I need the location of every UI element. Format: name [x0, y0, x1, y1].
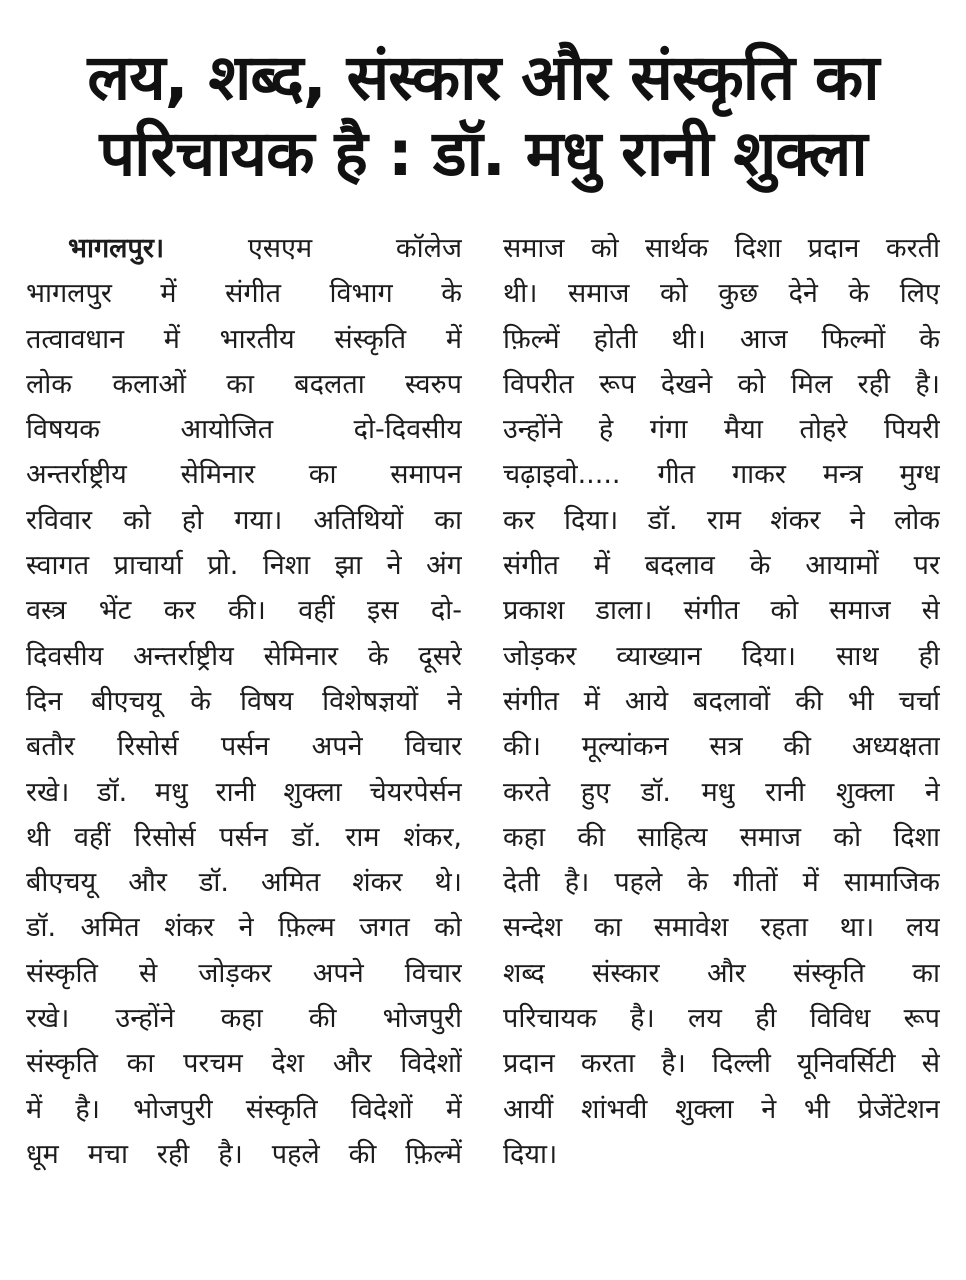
article-line: तत्वावधान में भारतीय संस्कृति में [26, 323, 462, 355]
article-line: में है। भोजपुरी संस्कृति विदेशों में [26, 1093, 462, 1125]
article-line: दिन बीएचयू के विषय विशेषज्ञयों ने [26, 685, 462, 717]
article-line: विपरीत रूप देखने को मिल रही है। [503, 368, 940, 400]
article-line: समाज को सार्थक दिशा प्रदान करती [503, 233, 940, 264]
article-line: शब्द संस्कार और संस्कृति का [503, 957, 940, 989]
article-line: की। मूल्यांकन सत्र की अध्यक्षता [503, 731, 940, 763]
article-line: संगीत में बदलाव के आयामों पर [503, 550, 940, 582]
article-line: सन्देश का समावेश रहता था। लय [503, 912, 940, 944]
headline [20, 40, 946, 192]
article-line: डॉ. अमित शंकर ने फ़िल्म जगत को [26, 912, 462, 944]
article-line-text: एसएम कॉलेज [247, 233, 462, 264]
article-line: रखे। डॉ. मधु रानी शुक्ला चेयरपेर्सन [26, 776, 462, 808]
article-line: स्वागत प्राचार्या प्रो. निशा झा ने अंग [26, 550, 462, 582]
article-line: कहा की साहित्य समाज को दिशा [503, 821, 940, 853]
article-line: प्रदान करता है। दिल्ली यूनिवर्सिटी से [503, 1048, 940, 1080]
article-line: उन्होंने हे गंगा मैया तोहरे पियरी [503, 414, 940, 446]
article-line: करते हुए डॉ. मधु रानी शुक्ला ने [503, 776, 940, 808]
article-line [26, 226, 462, 271]
article-column-left [26, 226, 462, 1177]
headline-line-1: लय, शब्द, संस्कार और संस्कृति का [87, 41, 879, 114]
article-line: अन्तर्राष्ट्रीय सेमिनार का समापन [26, 459, 462, 491]
article-line: संस्कृति से जोड़कर अपने विचार [26, 957, 462, 989]
dateline: भागलपुर। [68, 233, 165, 264]
article-line: वस्त्र भेंट कर की। वहीं इस दो- [26, 595, 462, 627]
article-line: रविवार को हो गया। अतिथियों का [26, 504, 462, 536]
article-line: देती है। पहले के गीतों में सामाजिक [503, 867, 940, 899]
article-line: रखे। उन्होंने कहा की भोजपुरी [26, 1003, 462, 1035]
article-line: चढ़ाइवो..... गीत गाकर मन्त्र मुग्ध [503, 459, 940, 491]
article-column-right [503, 226, 940, 1177]
article-line: दिया। [503, 1138, 558, 1170]
article-line: बीएचयू और डॉ. अमित शंकर थे। [26, 867, 462, 899]
article-line: संस्कृति का परचम देश और विदेशों [26, 1048, 462, 1080]
article-line: थी। समाज को कुछ देने के लिए [503, 278, 940, 310]
headline-line-2: परिचायक है : डॉ. मधु रानी शुक्ला [99, 117, 867, 190]
article-line: विषयक आयोजित दो-दिवसीय [26, 414, 462, 446]
article-line: कर दिया। डॉ. राम शंकर ने लोक [503, 504, 940, 536]
article-line: बतौर रिसोर्स पर्सन अपने विचार [26, 731, 462, 763]
article-line: भागलपुर में संगीत विभाग के [26, 278, 462, 310]
article-line: परिचायक है। लय ही विविध रूप [503, 1003, 940, 1035]
article-line: प्रकाश डाला। संगीत को समाज से [503, 595, 940, 627]
article-line: संगीत में आये बदलावों की भी चर्चा [503, 685, 940, 717]
article-line: फ़िल्में होती थी। आज फिल्मों के [503, 323, 940, 355]
article-line: धूम मचा रही है। पहले की फ़िल्में [26, 1138, 462, 1170]
article-line: दिवसीय अन्तर्राष्ट्रीय सेमिनार के दूसरे [26, 640, 462, 672]
article-line: जोड़कर व्याख्यान दिया। साथ ही [503, 640, 940, 672]
article-line: थी वहीं रिसोर्स पर्सन डॉ. राम शंकर, [26, 821, 462, 853]
article-line: आयीं शांभवी शुक्ला ने भी प्रेजेंटेशन [503, 1093, 940, 1125]
article-line: लोक कलाओं का बदलता स्वरुप [26, 368, 462, 400]
